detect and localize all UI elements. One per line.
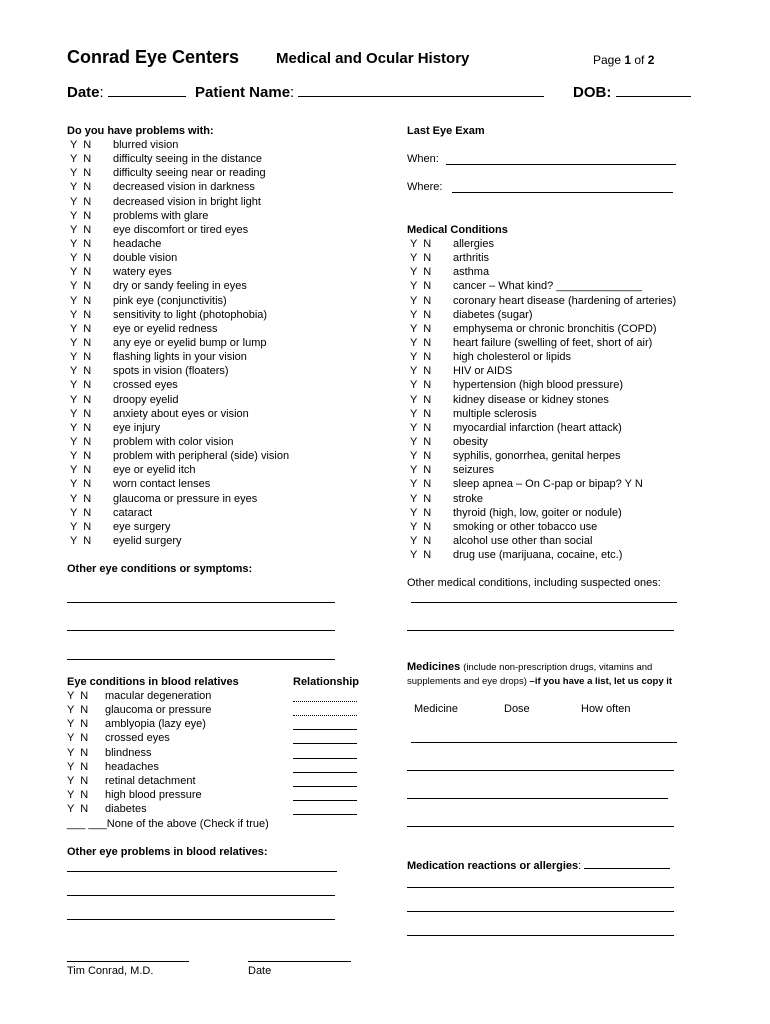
yes-no-selector[interactable]: Y N — [70, 351, 92, 364]
medical-condition-label: alcohol use other than social — [453, 534, 593, 547]
eye-problem-item — [70, 506, 289, 520]
blood-relatives-heading: Eye conditions in blood relatives — [67, 676, 239, 688]
eye-problem-label: difficulty seeing near or reading — [113, 167, 266, 180]
eye-problem-item — [70, 477, 289, 491]
yes-no-selector[interactable]: Y N — [70, 195, 92, 208]
medical-condition-label: drug use (marijuana, cocaine, etc.) — [453, 549, 623, 562]
yes-no-selector[interactable]: Y N — [70, 237, 92, 250]
eye-problem-label: spots in vision (floaters) — [113, 365, 229, 378]
eye-problem-label: eye or eyelid redness — [113, 322, 218, 335]
relationship-field[interactable] — [293, 743, 357, 744]
relationship-field[interactable] — [293, 800, 357, 801]
medical-condition-label: syphilis, gonorrhea, genital herpes — [453, 450, 621, 463]
doctor-signature-line[interactable] — [67, 961, 189, 962]
eye-problem-label: eye injury — [113, 421, 161, 434]
org-name: Conrad Eye Centers — [67, 47, 240, 67]
yes-no-selector[interactable]: Y N — [70, 365, 92, 378]
relationship-field[interactable] — [293, 758, 357, 759]
medical-condition-label: emphysema or chronic bronchitis (COPD) — [453, 322, 657, 335]
relative-condition-item — [67, 802, 211, 816]
medical-condition-label: seizures — [453, 464, 494, 477]
relationship-field[interactable] — [293, 715, 357, 716]
medical-condition-item — [410, 463, 676, 477]
medical-condition-item — [410, 251, 676, 265]
medical-condition-label: diabetes (sugar) — [453, 308, 533, 321]
yes-no-selector[interactable]: Y N — [410, 322, 432, 335]
yes-no-selector[interactable]: Y N — [70, 280, 92, 293]
eye-problem-label: decreased vision in bright light — [113, 195, 261, 208]
yes-no-selector[interactable]: Y N — [410, 365, 432, 378]
yes-no-selector[interactable]: Y N — [70, 181, 92, 194]
eye-problems-heading: Do you have problems with: — [67, 125, 214, 137]
eye-problem-label: flashing lights in your vision — [113, 351, 247, 364]
medicine-line[interactable] — [407, 826, 674, 827]
none-of-above-checkbox[interactable]: ___ ___None of the above (Check if true) — [67, 818, 269, 830]
eye-problem-label: worn contact lenses — [113, 478, 211, 491]
yes-no-selector[interactable]: Y N — [67, 803, 89, 816]
yes-no-selector[interactable]: Y N — [70, 478, 92, 491]
other-medical-line[interactable] — [407, 630, 674, 631]
medical-condition-label: high cholesterol or lipids — [453, 351, 572, 364]
doctor-name: Tim Conrad, M.D. — [67, 965, 154, 977]
medicine-line[interactable] — [407, 770, 674, 771]
reactions-line[interactable] — [407, 911, 674, 912]
yes-no-selector[interactable]: Y N — [70, 450, 92, 463]
yes-no-selector[interactable]: Y N — [67, 690, 89, 702]
relative-condition-item — [67, 731, 211, 745]
eye-problem-item — [70, 449, 289, 463]
medical-condition-label: HIV or AIDS — [453, 365, 513, 378]
yes-no-selector[interactable]: Y N — [67, 774, 89, 787]
yes-no-selector[interactable]: Y N — [410, 478, 432, 491]
eye-problem-item — [70, 209, 289, 223]
yes-no-selector[interactable]: Y N — [70, 209, 92, 222]
relative-condition-label: macular degeneration — [105, 690, 212, 702]
relationship-field[interactable] — [293, 701, 357, 702]
medical-condition-item — [410, 477, 676, 491]
yes-no-selector[interactable]: Y N — [410, 435, 432, 448]
medical-condition-item — [410, 336, 676, 350]
medical-condition-item — [410, 294, 676, 308]
medicines-heading: Medicines (include non-prescription drugs, vitamins and — [407, 661, 653, 673]
relative-condition-label: blindness — [105, 746, 152, 759]
medicine-line[interactable] — [407, 798, 668, 799]
dob-field[interactable]: DOB: — [573, 82, 691, 101]
other-eye-line[interactable] — [67, 659, 335, 660]
yes-no-selector[interactable]: Y N — [70, 520, 92, 533]
eye-problem-item — [70, 364, 289, 378]
relative-condition-label: amblyopia (lazy eye) — [105, 718, 206, 731]
eye-problem-item — [70, 294, 289, 308]
medical-condition-label: sleep apnea – On C-pap or bipap? Y N — [453, 478, 643, 491]
other-eye-line[interactable] — [67, 602, 335, 603]
when-field[interactable] — [446, 164, 676, 165]
medical-condition-item — [410, 393, 676, 407]
other-medical-label: Other medical conditions, including suspected ones: — [407, 577, 661, 589]
relative-condition-item — [67, 774, 211, 788]
eye-problem-label: cataract — [113, 506, 153, 519]
yes-no-selector[interactable]: Y N — [410, 266, 432, 279]
medicine-column-header: Medicine — [414, 703, 459, 715]
blood-relatives-list — [67, 689, 211, 816]
yes-no-selector[interactable]: Y N — [410, 520, 432, 533]
eye-problem-label: dry or sandy feeling in eyes — [113, 280, 247, 293]
medical-condition-item — [410, 506, 676, 520]
relationship-field[interactable] — [293, 772, 357, 773]
medical-condition-item — [410, 449, 676, 463]
medical-condition-item — [410, 308, 676, 322]
yes-no-selector[interactable]: Y N — [70, 492, 92, 505]
yes-no-selector[interactable]: Y N — [410, 379, 432, 392]
yes-no-selector[interactable]: Y N — [70, 435, 92, 448]
medical-condition-label: multiple sclerosis — [453, 407, 537, 420]
yes-no-selector[interactable]: Y N — [70, 139, 92, 151]
eye-problem-item — [70, 279, 289, 293]
relationship-heading: Relationship — [293, 676, 360, 688]
eye-problem-item — [70, 251, 289, 265]
relative-condition-item — [67, 746, 211, 760]
yes-no-selector[interactable]: Y N — [70, 407, 92, 420]
yes-no-selector[interactable]: Y N — [70, 506, 92, 519]
eye-problem-label: problems with glare — [113, 209, 209, 222]
eye-problem-item — [70, 463, 289, 477]
eye-problem-label: decreased vision in darkness — [113, 181, 255, 194]
eye-problem-item — [70, 336, 289, 350]
how-often-column-header: How often — [581, 703, 631, 715]
eye-problem-label: eye or eyelid itch — [113, 464, 196, 477]
yes-no-selector[interactable]: Y N — [410, 549, 432, 562]
medical-condition-label: kidney disease or kidney stones — [453, 393, 609, 406]
yes-no-selector[interactable]: Y N — [70, 336, 92, 349]
medical-condition-item — [410, 407, 676, 421]
where-field[interactable] — [452, 192, 673, 193]
page-indicator: Page 1 of 2 — [593, 53, 655, 67]
eye-problem-label: watery eyes — [113, 266, 172, 279]
eye-problem-label: any eye or eyelid bump or lump — [113, 336, 267, 349]
medical-condition-label: coronary heart disease (hardening of arteries) — [453, 294, 677, 307]
medical-condition-label: cancer – What kind? ______________ — [453, 280, 642, 293]
yes-no-selector[interactable]: Y N — [70, 223, 92, 236]
signature-date-label: Date — [248, 965, 272, 977]
eye-problem-label: sensitivity to light (photophobia) — [113, 308, 268, 321]
other-relatives-line[interactable] — [67, 919, 335, 920]
yes-no-selector[interactable]: Y N — [410, 294, 432, 307]
relationship-field[interactable] — [293, 729, 357, 730]
eye-problem-label: double vision — [113, 252, 178, 265]
eye-problem-item — [70, 534, 289, 548]
where-label: Where: — [407, 181, 443, 193]
reactions-line[interactable] — [407, 935, 674, 936]
relative-condition-item — [67, 703, 211, 717]
yes-no-selector[interactable]: Y N — [410, 308, 432, 321]
medical-condition-item — [410, 265, 676, 279]
medical-condition-label: smoking or other tobacco use — [453, 520, 598, 533]
eye-problem-label: problem with peripheral (side) vision — [113, 450, 290, 463]
medical-condition-item — [410, 350, 676, 364]
other-eye-line[interactable] — [67, 630, 335, 631]
last-eye-exam-heading: Last Eye Exam — [407, 125, 485, 137]
relationship-field[interactable] — [293, 814, 357, 815]
yes-no-selector[interactable]: Y N — [70, 421, 92, 434]
medical-condition-item — [410, 378, 676, 392]
eye-problem-label: headache — [113, 237, 162, 250]
yes-no-selector[interactable]: Y N — [67, 760, 89, 773]
eye-problem-label: anxiety about eyes or vision — [113, 407, 249, 420]
medical-condition-item — [410, 421, 676, 435]
eye-problem-label: problem with color vision — [113, 435, 234, 448]
relative-condition-label: diabetes — [105, 803, 147, 816]
reactions-line[interactable] — [407, 887, 674, 888]
yes-no-selector[interactable]: Y N — [67, 704, 89, 717]
medical-condition-item — [410, 520, 676, 534]
yes-no-selector[interactable]: Y N — [67, 788, 89, 801]
yes-no-selector[interactable]: Y N — [410, 534, 432, 547]
yes-no-selector[interactable]: Y N — [410, 280, 432, 293]
relative-condition-item — [67, 760, 211, 774]
medical-condition-item — [410, 492, 676, 506]
medical-conditions-heading: Medical Conditions — [407, 224, 508, 236]
eye-problem-item — [70, 407, 289, 421]
dose-column-header: Dose — [504, 703, 530, 715]
eye-problem-item — [70, 421, 289, 435]
eye-problem-item — [70, 180, 289, 194]
medicine-line[interactable] — [411, 742, 677, 743]
date-field[interactable]: Date: — [67, 82, 186, 101]
eye-problem-label: blurred vision — [113, 139, 179, 151]
eye-problem-label: difficulty seeing in the distance — [113, 153, 262, 166]
medical-condition-item — [410, 435, 676, 449]
eye-problem-item — [70, 152, 289, 166]
yes-no-selector[interactable]: Y N — [70, 252, 92, 265]
patient-name-field[interactable]: Patient Name: — [195, 82, 544, 101]
eye-problem-item — [70, 308, 289, 322]
yes-no-selector[interactable]: Y N — [410, 407, 432, 420]
yes-no-selector[interactable]: Y N — [70, 153, 92, 166]
yes-no-selector[interactable]: Y N — [67, 732, 89, 745]
medical-condition-label: arthritis — [453, 252, 490, 265]
eye-problem-item — [70, 237, 289, 251]
other-eye-conditions-heading: Other eye conditions or symptoms: — [67, 563, 253, 575]
medical-condition-item — [410, 237, 676, 251]
yes-no-selector[interactable]: Y N — [70, 379, 92, 392]
yes-no-selector[interactable]: Y N — [70, 167, 92, 180]
medical-condition-label: myocardial infarction (heart attack) — [453, 421, 622, 434]
eye-problem-label: crossed eyes — [113, 379, 178, 392]
yes-no-selector[interactable]: Y N — [410, 351, 432, 364]
eye-problem-item — [70, 265, 289, 279]
medical-condition-item — [410, 534, 676, 548]
yes-no-selector[interactable]: Y N — [410, 492, 432, 505]
medical-condition-item — [410, 548, 676, 562]
medical-condition-label: thyroid (high, low, goiter or nodule) — [453, 506, 622, 519]
eye-problem-item — [70, 350, 289, 364]
signature-date-line[interactable] — [248, 961, 351, 962]
relative-condition-label: headaches — [105, 760, 159, 773]
medical-conditions-list — [410, 237, 676, 562]
medicines-note: supplements and eye drops) –if you have a list, let us copy it — [407, 676, 673, 687]
medical-condition-label: obesity — [453, 435, 488, 448]
yes-no-selector[interactable]: Y N — [70, 322, 92, 335]
relative-condition-label: retinal detachment — [105, 774, 196, 787]
when-label: When: — [407, 153, 439, 165]
yes-no-selector[interactable]: Y N — [410, 464, 432, 477]
medical-condition-label: stroke — [453, 492, 483, 505]
yes-no-selector[interactable]: Y N — [410, 421, 432, 434]
eye-problem-item — [70, 138, 289, 152]
eye-problem-item — [70, 378, 289, 392]
relative-condition-label: crossed eyes — [105, 732, 170, 745]
eye-problem-item — [70, 322, 289, 336]
other-relatives-line[interactable] — [67, 871, 337, 872]
eye-problem-item — [70, 435, 289, 449]
yes-no-selector[interactable]: Y N — [70, 266, 92, 279]
other-relatives-line[interactable] — [67, 895, 335, 896]
relationship-field[interactable] — [293, 786, 357, 787]
yes-no-selector[interactable]: Y N — [410, 336, 432, 349]
eye-problem-label: glaucoma or pressure in eyes — [113, 492, 258, 505]
medical-condition-label: hypertension (high blood pressure) — [453, 379, 623, 392]
eye-problem-item — [70, 195, 289, 209]
yes-no-selector[interactable]: Y N — [410, 506, 432, 519]
medical-condition-label: heart failure (swelling of feet, short of air) — [453, 336, 653, 349]
relative-condition-item — [67, 788, 211, 802]
yes-no-selector[interactable]: Y N — [70, 308, 92, 321]
eye-problems-list — [70, 138, 289, 548]
eye-problem-item — [70, 520, 289, 534]
eye-problem-label: droopy eyelid — [113, 393, 179, 406]
yes-no-selector[interactable]: Y N — [67, 718, 89, 731]
yes-no-selector[interactable]: Y N — [410, 450, 432, 463]
relative-condition-label: glaucoma or pressure — [105, 704, 212, 717]
yes-no-selector[interactable]: Y N — [410, 393, 432, 406]
eye-problem-label: pink eye (conjunctivitis) — [113, 294, 227, 307]
relative-condition-item — [67, 689, 211, 703]
yes-no-selector[interactable]: Y N — [70, 393, 92, 406]
medical-condition-item — [410, 364, 676, 378]
medical-condition-item — [410, 322, 676, 336]
eye-problem-label: eye discomfort or tired eyes — [113, 223, 249, 236]
form-title: Medical and Ocular History — [276, 50, 470, 67]
yes-no-selector[interactable]: Y N — [67, 746, 89, 759]
yes-no-selector[interactable]: Y N — [410, 238, 432, 250]
relative-condition-item — [67, 717, 211, 731]
yes-no-selector[interactable]: Y N — [70, 294, 92, 307]
medical-condition-label: asthma — [453, 266, 490, 279]
eye-problem-item — [70, 492, 289, 506]
medical-condition-label: allergies — [453, 238, 494, 250]
eye-problem-label: eye surgery — [113, 520, 171, 533]
eye-problem-item — [70, 166, 289, 180]
other-medical-line[interactable] — [411, 602, 677, 603]
yes-no-selector[interactable]: Y N — [70, 464, 92, 477]
medical-condition-item — [410, 279, 676, 293]
medication-reactions-field[interactable]: Medication reactions or allergies: — [407, 858, 670, 872]
yes-no-selector[interactable]: Y N — [70, 534, 92, 547]
relative-condition-label: high blood pressure — [105, 788, 202, 801]
other-relatives-heading: Other eye problems in blood relatives: — [67, 846, 268, 858]
eye-problem-label: eyelid surgery — [113, 534, 182, 547]
eye-problem-item — [70, 393, 289, 407]
yes-no-selector[interactable]: Y N — [410, 252, 432, 265]
eye-problem-item — [70, 223, 289, 237]
